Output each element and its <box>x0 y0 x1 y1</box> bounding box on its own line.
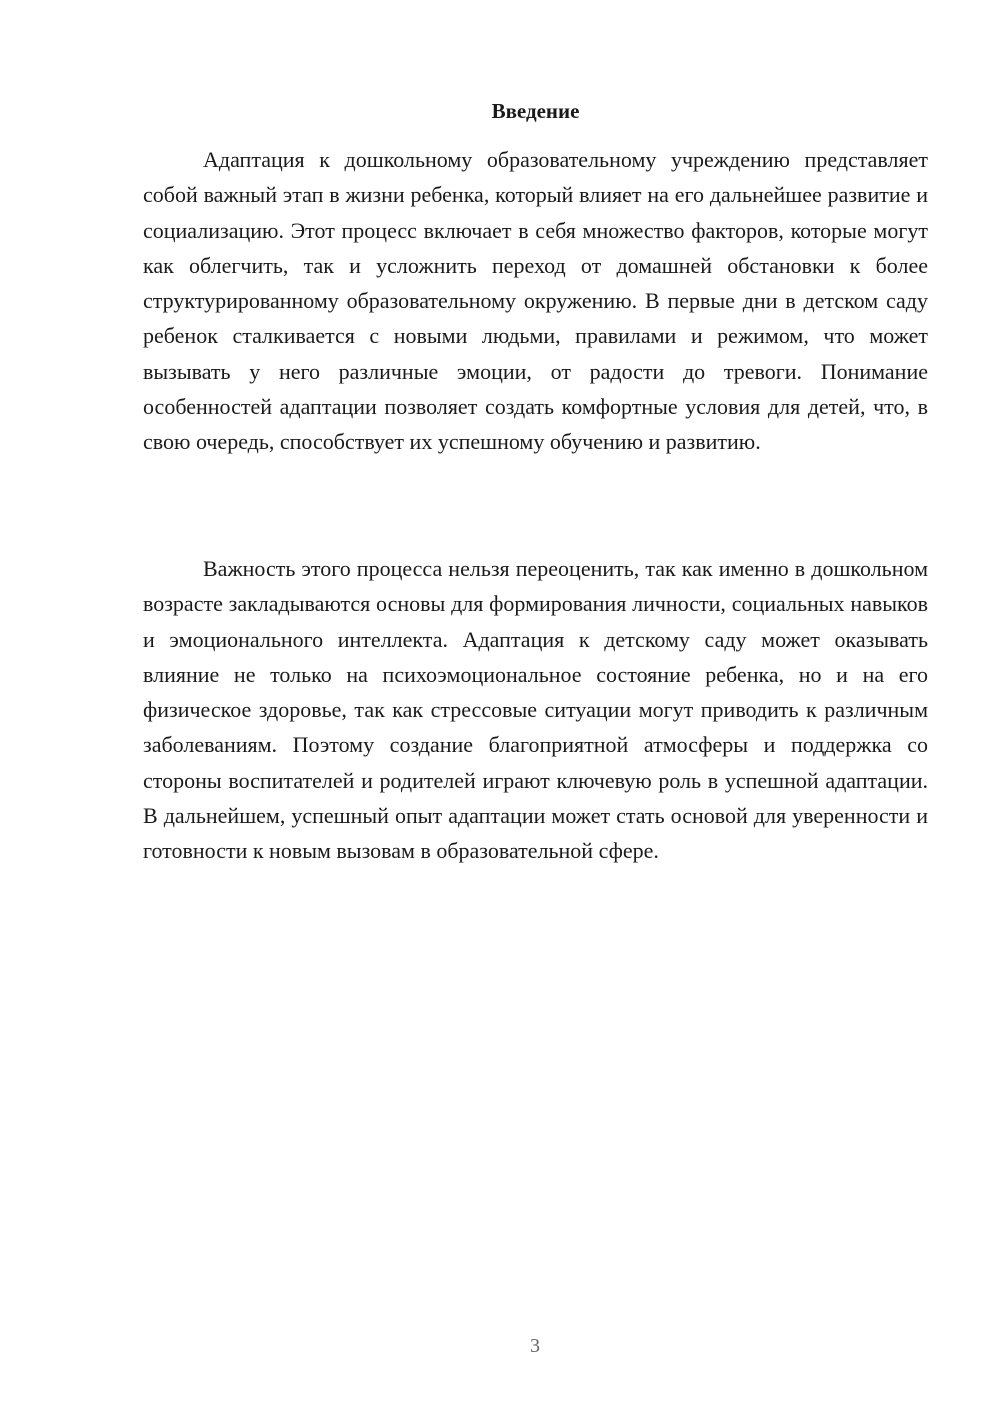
page-number: 3 <box>530 1335 540 1357</box>
section-heading: Введение <box>491 99 580 123</box>
paragraph-importance: Важность этого процесса нельзя переоценить, так как именно в дошкольном возрасте закладываются основы для формирования личности, социальных навыков и эмоционального интеллекта. Адаптация к детскому саду может оказывать влияние не только на психоэмоциональное состояние ребенка, но и на его физическое здоровье, так как стрессовые ситуации могут приводить к различным заболеваниям. Поэтому создание благоприятной атмосферы и поддержка со стороны воспитателей и родителей играют ключевую роль в успешной адаптации. В дальнейшем, успешный опыт адаптации может стать основой для уверенности и готовности к новым вызовам в образовательной сфере. <box>143 556 928 864</box>
paragraph-intro: Адаптация к дошкольному образовательному учреждению представляет собой важный этап в жизни ребенка, который влияет на его дальнейшее развитие и социализацию. Этот процесс включает в себя множество факторов, которые могут как облегчить, так и усложнить переход от домашней обстановки к более структурированному образовательному окружению. В первые дни в детском саду ребенок сталкивается с новыми людьми, правилами и режимом, что может вызывать у него различные эмоции, от радости до тревоги. Понимание особенностей адаптации позволяет создать комфортные условия для детей, что, в свою очередь, способствует их успешному обучению и развитию. <box>143 147 928 455</box>
